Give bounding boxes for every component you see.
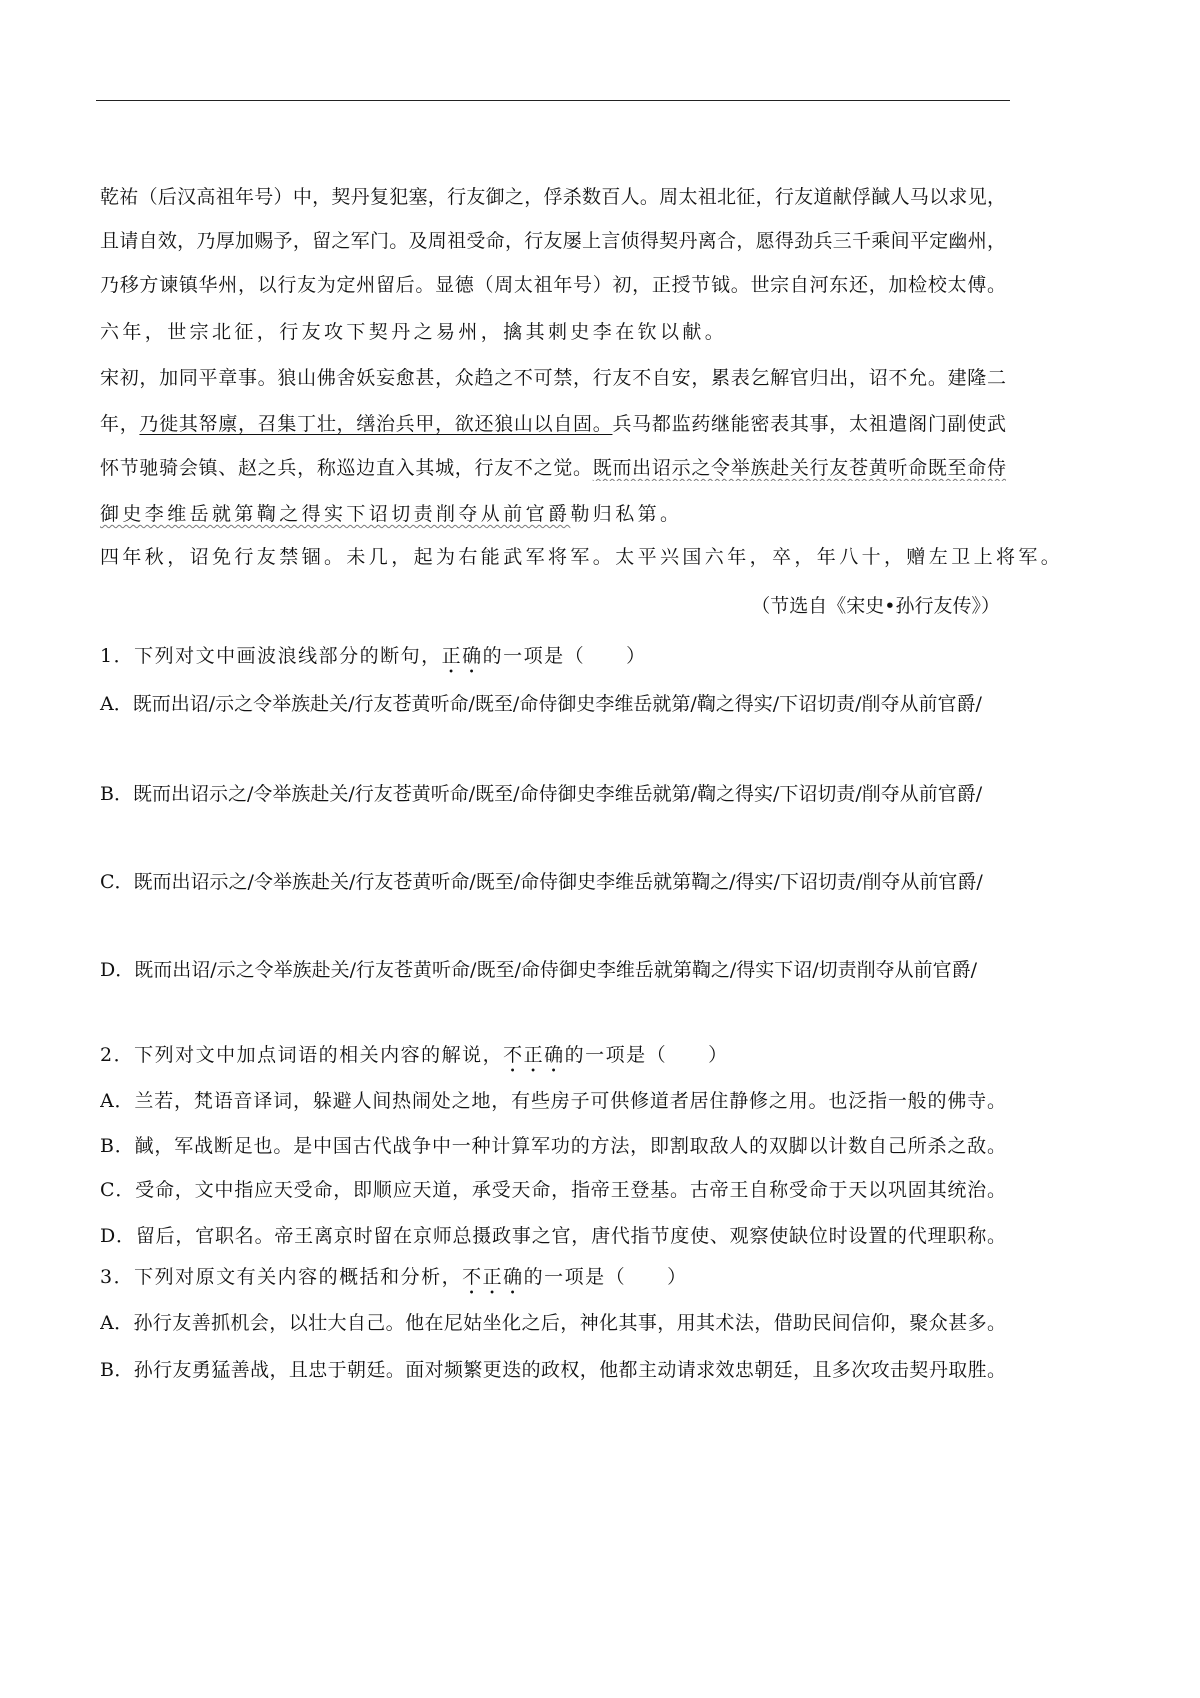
text: 勒归私第。 <box>570 503 683 525</box>
text: 。显德（周太祖年号）初，正授节钺。世宗自河东还，加检校太傅。 <box>415 274 1006 296</box>
question-1-stem <box>100 643 1006 678</box>
dotted-word: 受命 <box>466 230 505 252</box>
text: 人马以求见， <box>890 186 1006 208</box>
dotted-word: 不正确 <box>462 1266 524 1288</box>
question-1-option-c: C．既而出诏示之/令举族赴关/行友苍黄听命/既至/命侍御史李维岳就第鞫之/得实/下诏切责/削夺从前官爵/ <box>100 871 983 893</box>
passage-line <box>100 501 1006 527</box>
passage-line <box>100 272 1006 298</box>
source-citation: （节选自《宋史•孙行友传》） <box>751 595 1000 617</box>
wavy-underlined-text: 御史李维岳就第鞫之得实下诏切责削夺从前官爵 <box>100 503 571 525</box>
passage-line: 六年，世宗北征，行友攻下契丹之易州，擒其刺史李在钦以献。 <box>100 321 728 343</box>
text: 乃移方谏镇华州，以行友为定州 <box>100 274 376 296</box>
text: 1．下列对文中画波浪线部分的断句， <box>100 645 442 667</box>
header-rule <box>96 100 1010 101</box>
question-3-stem <box>100 1264 1006 1299</box>
question-2-option-b: B．馘，军战断足也。是中国古代战争中一种计算军功的方法，即割取敌人的双脚以计数自己所杀之敌。 <box>100 1135 1006 1157</box>
question-1-option-b: B．既而出诏示之/令举族赴关/行友苍黄听命/既至/命侍御史李维岳就第/鞫之得实/下诏切责/削夺从前官爵/ <box>100 783 983 805</box>
passage-line <box>100 228 1006 254</box>
dotted-word: 馘 <box>871 186 891 208</box>
passage-line <box>100 455 1006 481</box>
dotted-word: 不正确 <box>503 1044 565 1066</box>
dotted-word: 留后 <box>375 274 416 296</box>
question-1-option-d: D．既而出诏/示之令举族赴关/行友苍黄听命/既至/命侍御史李维岳就第鞫之/得实下诏/切责削夺从前官爵/ <box>100 959 978 981</box>
question-2-option-d: D．留后，官职名。帝王离京时留在京师总摄政事之官，唐代指节度使、观察使缺位时设置的代理职称。 <box>100 1225 1006 1247</box>
question-2-option-a: A．兰若，梵语音译词，躲避人间热闹处之地，有些房子可供修道者居住静修之用。也泛指一般的佛寺。 <box>100 1090 1006 1112</box>
text: 的一项是（ ） <box>523 1266 688 1288</box>
wavy-underlined-text: 既而出诏示之令举族赴关行友苍黄听命既至命侍 <box>592 457 1006 479</box>
text: 的一项是（ ） <box>482 645 647 667</box>
text: 且请自效，乃厚加赐予，留之军门。及周祖 <box>100 230 467 252</box>
passage-line <box>100 184 1006 210</box>
question-3-option-a: A．孙行友善抓机会，以壮大自己。他在尼姑坐化之后，神化其事，用其术法，借助民间信仰，聚众甚多。 <box>100 1312 1006 1334</box>
underlined-sentence: 乃徙其帑廪，召集丁壮，缮治兵甲，欲还狼山以自固。 <box>139 413 613 435</box>
question-3-option-b: B．孙行友勇猛善战，且忠于朝廷。面对频繁更迭的政权，他都主动请求效忠朝廷，且多次攻击契丹取胜。 <box>100 1359 1006 1381</box>
passage-line: 四年秋，诏免行友禁锢。未几，起为右能武军将军。太平兴国六年，卒，年八十，赠左卫上将军。 <box>100 546 1064 568</box>
text: 的一项是（ ） <box>564 1044 729 1066</box>
question-2-stem <box>100 1042 1006 1077</box>
passage-line: 宋初，加同平章事。狼山佛舍妖妄愈甚，众趋之不可禁，行友不自安，累表乞解官归出，诏不允。建隆二 <box>100 367 1006 389</box>
dotted-word: 正确 <box>441 645 483 667</box>
text: 怀节驰骑会镇、赵之兵，称巡边直入其城，行友不之觉。 <box>100 457 593 479</box>
text: ，行友屡上言侦得契丹离合，愿得劲兵三千乘间平定幽州， <box>504 230 1006 252</box>
text: 兵马都监药继能密表其事，太祖遣阁门副使武 <box>612 413 1006 435</box>
passage-line <box>100 411 1006 437</box>
question-2-option-c: C．受命，文中指应天受命，即顺应天道，承受天命，指帝王登基。古帝王自称受命于天以巩固其统治。 <box>100 1179 1006 1201</box>
text: 3．下列对原文有关内容的概括和分析， <box>100 1266 463 1288</box>
text: 乾祐（后汉高祖年号）中，契丹复犯塞，行友御之，俘杀数百人。周太祖北征，行友道献俘 <box>100 186 872 208</box>
text: 年， <box>100 413 140 435</box>
question-1-option-a: A．既而出诏/示之令举族赴关/行友苍黄听命/既至/命侍御史李维岳就第/鞫之得实/下诏切责/削夺从前官爵/ <box>100 693 982 715</box>
text: 2．下列对文中加点词语的相关内容的解说， <box>100 1044 504 1066</box>
